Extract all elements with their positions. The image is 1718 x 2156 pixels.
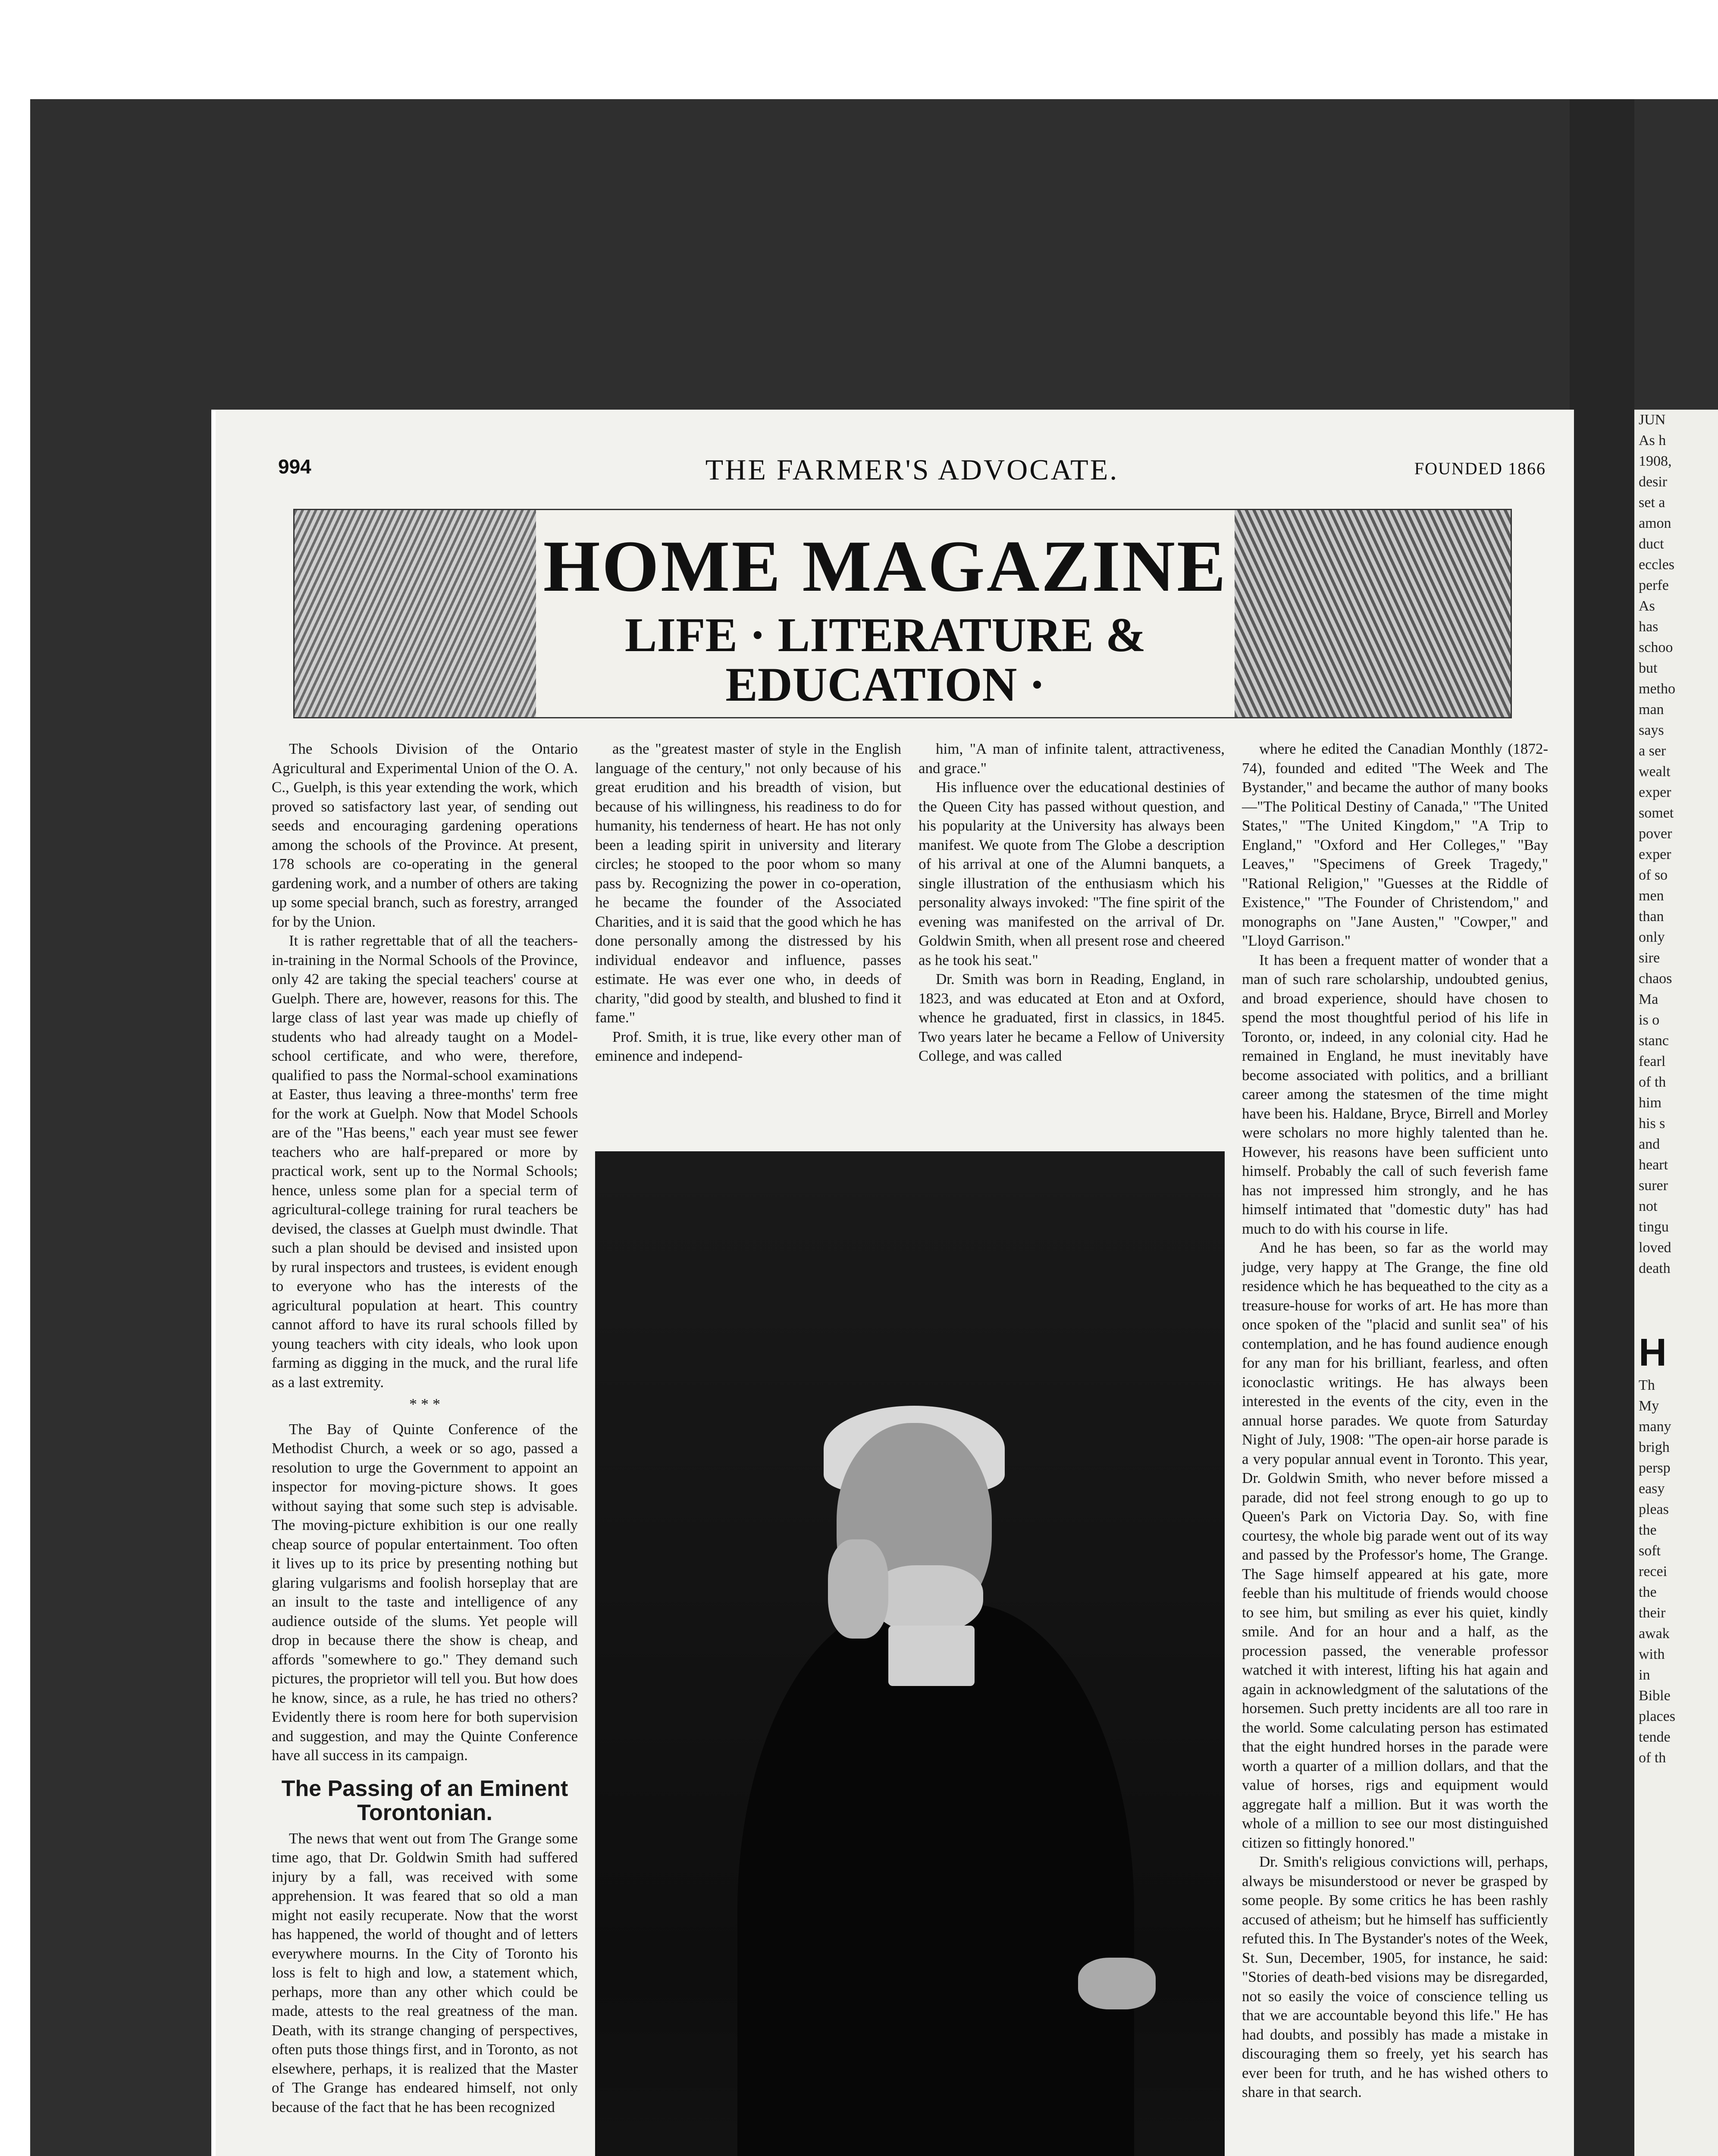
- adjacent-page-line: chaos: [1639, 971, 1672, 987]
- adjacent-page-line: persp: [1639, 1460, 1671, 1476]
- article-paragraph: It is rather regrettable that of all the teachers-in-training in the Normal Schools of the Province, only 42 are taking the special teachers' course at Guelph. There are, however, reasons for this. The large class of last year was made up chiefly of students who had already taught on a Model-school certificate, and who were, therefore, qualified to pass the Normal-school examinations at Easter, thus leaving a three-months' term free for the work at Guelph. Now that Model Schools are of the "Has beens," each year must see fewer teachers who are half-prepared or more by practical work, sent up to the Normal Schools; hence, unless some plan for a special term of agricultural-college training for rural teachers be devised, the classes at Guelph must dwindle. That such a plan should be devised and insisted upon by rural inspectors and trustees, is evident enough to everyone who has the interests of the agricultural population at heart. This country cannot afford to have its rural schools filled by young teachers with city ideals, who look upon farming as digging in the muck, and the rural life as a last extremity.: [272, 932, 578, 1391]
- adjacent-page-line: My: [1639, 1398, 1659, 1414]
- article-headline: The Passing of an Eminent Torontonian.: [281, 1776, 568, 1825]
- adjacent-page-line: easy: [1639, 1481, 1665, 1497]
- adjacent-page-line: exper: [1639, 846, 1671, 862]
- adjacent-page-line: of th: [1639, 1750, 1666, 1766]
- adjacent-page-line: not: [1639, 1198, 1658, 1214]
- adjacent-page-line: places: [1639, 1708, 1675, 1724]
- founded-note: FOUNDED 1866: [1414, 459, 1546, 478]
- adjacent-page-line: fearl: [1639, 1053, 1666, 1069]
- adjacent-page-line: surer: [1639, 1178, 1668, 1194]
- adjacent-page-line: but: [1639, 660, 1658, 676]
- adjacent-page-line: pleas: [1639, 1501, 1669, 1517]
- adjacent-page-line: says: [1639, 722, 1664, 738]
- article-paragraph: His influence over the educational destinies of the Queen City has passed without question, and his popularity at the University has always been manifest. We quote from The Globe a description of his arrival at one of the Alumni banquets, a single illustration of the enthusiasm which his personality always invoked: "The fine spirit of the evening was manifested on the arrival of Dr. Goldwin Smith, when all present rose and cheered as he took his seat.": [919, 779, 1225, 968]
- adjacent-page-line: sire: [1639, 950, 1660, 966]
- adjacent-page-line: death: [1639, 1260, 1671, 1276]
- adjacent-page-text: [1634, 410, 1718, 1279]
- portrait-hand-lap: [1078, 1958, 1156, 2009]
- adjacent-page-line: metho: [1639, 681, 1675, 697]
- adjacent-page-line: JUN: [1639, 412, 1666, 428]
- scanner-frame-left: [30, 99, 211, 2156]
- adjacent-page-line: Ma: [1639, 991, 1658, 1007]
- publication-title: THE FARMER'S ADVOCATE.: [705, 453, 1119, 486]
- adjacent-page-line: has: [1639, 619, 1658, 635]
- adjacent-page-line: desir: [1639, 474, 1668, 490]
- adjacent-page-line: of so: [1639, 867, 1668, 883]
- adjacent-page-line: their: [1639, 1605, 1666, 1621]
- page-header: [278, 455, 1546, 485]
- newspaper-page: [216, 410, 1574, 2156]
- article-paragraph: Dr. Smith was born in Reading, England, in 1823, and was educated at Eton and at Oxford, whence he graduated, first in classics, in 1845. Two years later he became a Fellow of University College, and was called: [919, 971, 1225, 1064]
- article-paragraph: him, "A man of infinite talent, attractiveness, and grace.": [919, 740, 1225, 777]
- adjacent-page-line: set a: [1639, 495, 1665, 511]
- banner-subtitle-2: EDUCATION ·: [725, 658, 1045, 711]
- article-paragraph: The news that went out from The Grange some time ago, that Dr. Goldwin Smith had suffered injury by a fall, was received with some apprehension. It was feared that so old a man might not easily recuperate. Now that the worst has happened, the world of thought and of letters everywhere mourns. In the City of Toronto his loss is felt to high and low, a statement which, perhaps, more than any other which could be made, attests to the real greatness of the man. Death, with its strange changing of perspectives, often puts those things first, and in Toronto, as not elsewhere, perhaps, it is realized that the Master of The Grange has endeared himself, not only because of the fact that he has been recognized: [272, 1830, 578, 2115]
- adjacent-page-line: Th: [1639, 1377, 1655, 1393]
- adjacent-page-line: stanc: [1639, 1033, 1669, 1049]
- adjacent-page-line: the: [1639, 1522, 1657, 1538]
- adjacent-page-line: As h: [1639, 432, 1666, 448]
- scanner-frame-top: [30, 99, 1718, 410]
- page-number: 994: [278, 455, 311, 478]
- adjacent-page-text-2: [1634, 1375, 1718, 1768]
- article-paragraph: The Bay of Quinte Conference of the Methodist Church, a week or so ago, passed a resolution to urge the Government to appoint an inspector for moving-picture shows. It goes without saying that some such step is advisable. The moving-picture exhibition is our one really cheap source of popular entertainment. Too often it lives up to its price by presenting nothing but glaring vulgarisms and foolish horseplay that are an insult to the taste and intelligence of any audience outside of the slums. Yet people will drop in because there the show is cheap, and affords "somewhere to go." They demand such pictures, the proprietor will tell you. But how does he know, since, as a rule, he has tried no others? Evidently there is room here for both supervision and suggestion, and may the Quinte Conference have all success in its campaign.: [272, 1420, 578, 1764]
- portrait-coat: [737, 1604, 1134, 2156]
- adjacent-page-line: the: [1639, 1584, 1657, 1600]
- adjacent-page-line: a ser: [1639, 743, 1666, 759]
- article-paragraph: It has been a frequent matter of wonder that a man of such rare scholarship, undoubted genius, and broad experience, should have chosen to spend the most thoughtful period of his life in Toronto, or, indeed, in any colonial city. Had he remained in England, he must inevitably have become associated with politics, and a brilliant career among the statesmen of the time might have been his. Haldane, Bryce, Birrell and Morley were scholars no more highly talented than he. However, his reasons have been sufficient unto himself. Probably the call of such feverish fame has not impressed him strongly, and he has himself intimated that "domestic duty" has had much to do with his course in life.: [1242, 951, 1548, 1237]
- adjacent-page-line: with: [1639, 1646, 1665, 1662]
- adjacent-page-line: 1908,: [1639, 453, 1672, 469]
- adjacent-page-line: pover: [1639, 826, 1672, 842]
- adjacent-page-line: brigh: [1639, 1439, 1670, 1455]
- adjacent-page-line: his s: [1639, 1116, 1665, 1131]
- article-paragraph: And he has been, so far as the world may judge, very happy at The Grange, the fine old residence which he has bequeathed to the city as a treasure-house for works of art. He has more than once spoken of the "placid and sunlit sea" of his contemplation, and he has found audience enough for any man for his brilliant, fearless, and often iconoclastic writings. He has always been interested in the events of the city, even in the annual horse parades. We quote from Saturday Night of July, 1908: "The open-air horse parade is a very popular annual event in Toronto. This year, Dr. Goldwin Smith, who never before missed a parade, did not feel strong enough to go up to Queen's Park on Victoria Day. So, with fine courtesy, the whole big parade went out of its way and passed by the Professor's home, The Grange. The Sage himself appeared at his gate, more feeble than his multitude of friends would choose to see him, but smiling as ever his quiet, kindly smile. And for an hour and a half, as the procession passed, the venerable professor watched it with interest, lifting his hat again and again in acknowledgment of the salutations of the horsemen. Such pretty incidents are all too rare in the world. Some calculating person has estimated that the eight hundred horses in the parade were worth a quarter of a million dollars, and that the value of horses, rigs and equipment would aggregate half a million. But it was worth the whole of a million to see our most distinguished citizen so fittingly honored.": [1242, 1239, 1548, 1851]
- adjacent-page-line: amon: [1639, 515, 1671, 531]
- adjacent-page-heading: H: [1639, 1331, 1667, 1374]
- adjacent-page-line: eccles: [1639, 557, 1675, 573]
- article-paragraph: as the "greatest master of style in the English language of the century," not only because of his great erudition and his breadth of vision, but because of his willingness, his readiness to do for humanity, his tenderness of heart. He has not only been a leading spirit in university and literary circles; he stooped to the poor whom so many pass by. Recognizing the power in co-operation, he became the founder of the Associated Charities, and it is said that the good which he has done personally among the distressed by his individual endeavor and influence, passes estimate. He was ever one who, in deeds of charity, "did good by stealth, and blushed to find it fame.": [595, 740, 901, 1026]
- article-paragraph: The Schools Division of the Ontario Agricultural and Experimental Union of the O. A. C., Guelph, is this year extending the work, which proved so satisfactory last year, of sending out seeds and encouraging gardening operations among the schools of the Province. At present, 178 schools are co-operating in the general gardening work, and a number of others are taking up some special branch, such as forestry, arranged for by the Union.: [272, 740, 578, 930]
- adjacent-page-line: exper: [1639, 784, 1671, 800]
- column-3: [919, 740, 1225, 1066]
- portrait-hand: [828, 1539, 888, 1639]
- adjacent-page-line: men: [1639, 888, 1664, 904]
- adjacent-page-line: perfe: [1639, 577, 1669, 593]
- adjacent-page-line: soft: [1639, 1543, 1661, 1559]
- adjacent-page-edge: [1634, 410, 1718, 2156]
- adjacent-page-line: wealt: [1639, 764, 1671, 780]
- section-divider: * * *: [409, 1395, 440, 1413]
- adjacent-page-line: Bible: [1639, 1688, 1671, 1704]
- home-magazine-banner: [293, 509, 1512, 718]
- article-paragraph: where he edited the Canadian Monthly (1872-74), founded and edited "The Week and The Bystander," and became the author of many books—"The Political Destiny of Canada," "The United States," "The United Kingdom," "A Trip to England," "Oxford and Her Colleges," "Bay Leaves," "Specimens of Greek Tragedy," "Rational Religion," "Guesses at the Riddle of Existence," "The Founder of Christendom," and monographs on "Jane Austen," "Cowper," and "Lloyd Garrison.": [1242, 740, 1548, 949]
- adjacent-page-line: tende: [1639, 1729, 1671, 1745]
- banner-title: HOME MAGAZINE: [543, 526, 1228, 607]
- adjacent-page-line: As: [1639, 598, 1655, 614]
- adjacent-page-line: awak: [1639, 1626, 1670, 1642]
- page-gutter: [1570, 99, 1634, 2156]
- adjacent-page-line: of th: [1639, 1074, 1666, 1090]
- portrait-collar: [888, 1626, 975, 1686]
- adjacent-page-line: heart: [1639, 1157, 1668, 1173]
- adjacent-page-line: somet: [1639, 805, 1674, 821]
- adjacent-page-line: than: [1639, 909, 1664, 924]
- banner-subtitle-1: LIFE · LITERATURE &: [624, 608, 1146, 662]
- adjacent-page-line: many: [1639, 1419, 1671, 1435]
- adjacent-page-line: duct: [1639, 536, 1664, 552]
- adjacent-page-line: in: [1639, 1667, 1650, 1683]
- adjacent-page-line: only: [1639, 929, 1665, 945]
- column-4: [1242, 740, 1548, 2102]
- column-1: [272, 740, 578, 2117]
- adjacent-page-line: man: [1639, 702, 1664, 718]
- adjacent-page-line: and: [1639, 1136, 1660, 1152]
- banner-title-area: [536, 510, 1235, 717]
- adjacent-page-line: tingu: [1639, 1219, 1669, 1235]
- adjacent-page-line: him: [1639, 1095, 1662, 1111]
- article-paragraph: Dr. Smith's religious convictions will, perhaps, always be misunderstood or never be grasped by some people. By some critics he has been rashly accused of atheism; but he himself has sufficiently refuted this. In The Bystander's notes of the Week, St. Sun, December, 1905, for instance, he said: "Stories of death-bed visions may be disregarded, not so easily the voice of conscience telling us that we are accountable beyond this life." He has had doubts, and possibly has made a mistake in discouraging them so freely, yet his search has ever been for truth, and he has wished others to share in that search.: [1242, 1853, 1548, 2100]
- banner-illustration-fireplace: [1235, 510, 1511, 717]
- adjacent-page-line: schoo: [1639, 639, 1673, 655]
- adjacent-page-line: recei: [1639, 1564, 1668, 1579]
- portrait-photo: [595, 1151, 1225, 2156]
- article-paragraph: Prof. Smith, it is true, like every other man of eminence and independ-: [595, 1028, 901, 1064]
- column-2: [595, 740, 901, 1066]
- adjacent-page-line: loved: [1639, 1240, 1671, 1256]
- adjacent-page-line: is o: [1639, 1012, 1660, 1028]
- banner-illustration-cottage: [295, 510, 536, 717]
